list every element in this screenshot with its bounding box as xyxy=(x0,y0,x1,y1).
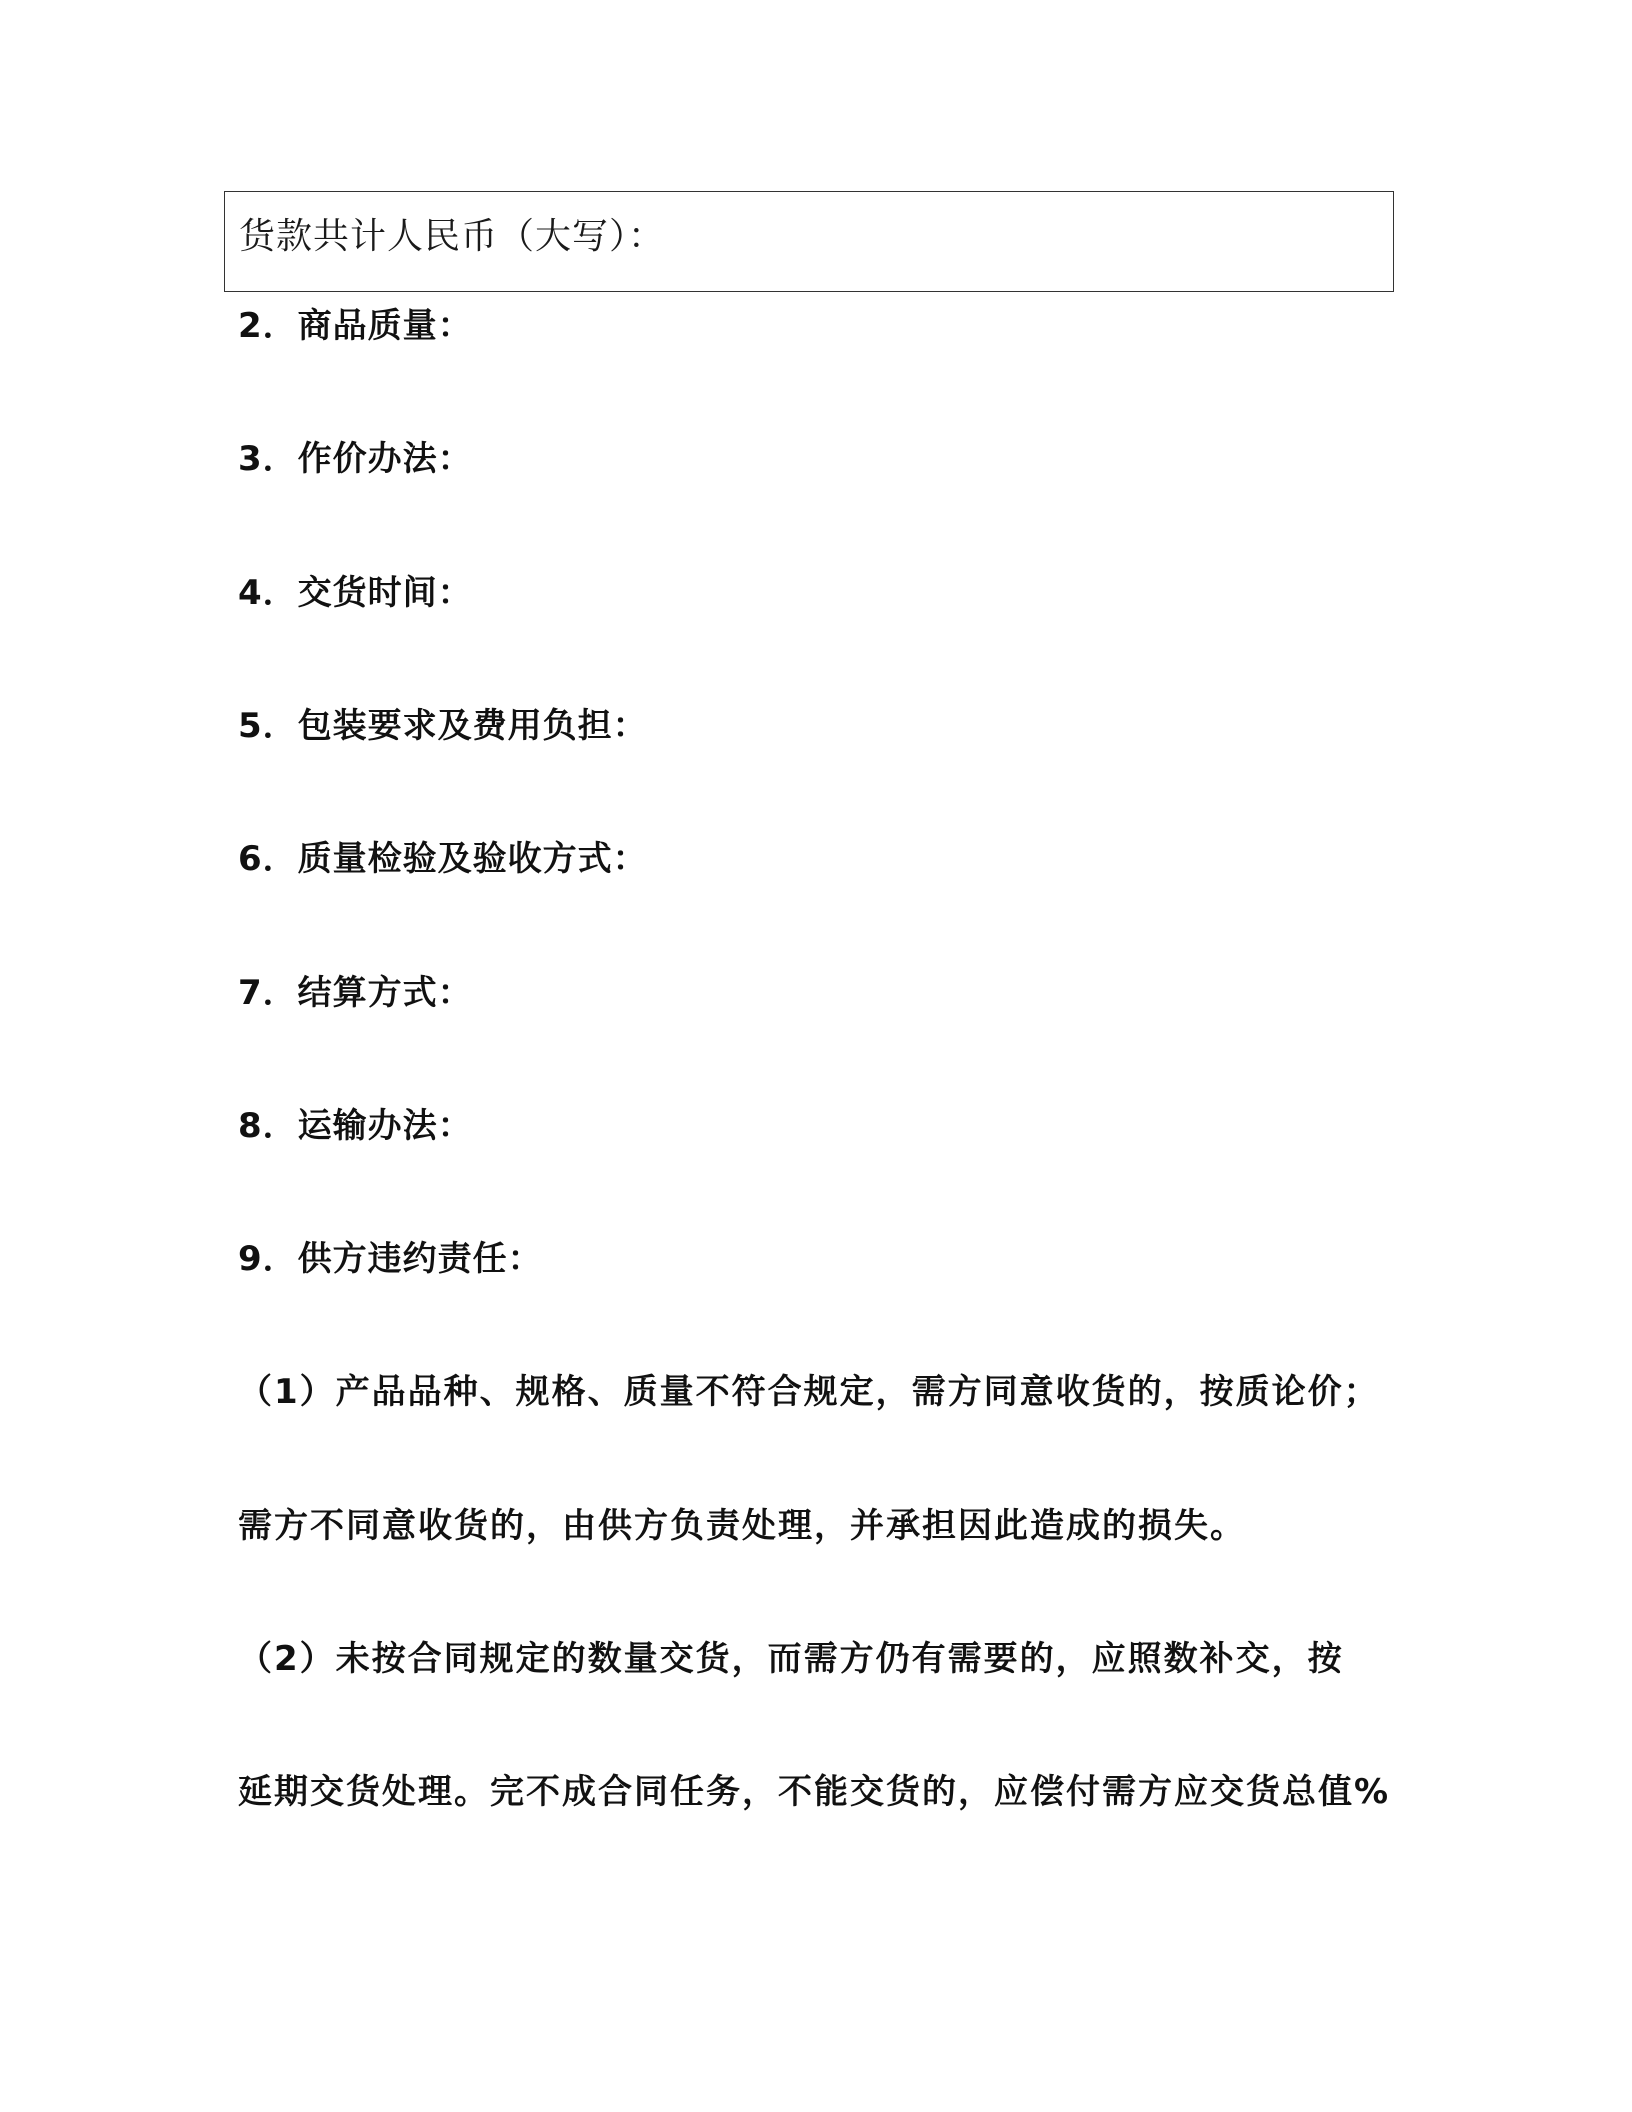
total-amount-label: 货款共计人民币（大写）： xyxy=(239,216,666,257)
total-amount-box xyxy=(224,191,1394,292)
clause-inspection: 6．质量检验及验收方式： xyxy=(238,839,648,879)
clause-transport: 8．运输办法： xyxy=(238,1106,473,1146)
liability-item-2-line-1: （2）未按合同规定的数量交货，而需方仍有需要的，应照数补交，按 xyxy=(238,1639,1344,1679)
clause-settlement: 7．结算方式： xyxy=(238,973,473,1013)
clause-pricing: 3．作价办法： xyxy=(238,439,473,479)
clause-quality: 2．商品质量： xyxy=(238,306,473,346)
liability-item-1-line-2: 需方不同意收货的，由供方负责处理，并承担因此造成的损失。 xyxy=(238,1506,1246,1546)
clause-supplier-liability: 9．供方违约责任： xyxy=(238,1239,543,1279)
clause-delivery-time: 4．交货时间： xyxy=(238,573,473,613)
liability-item-1-line-1: （1）产品品种、规格、质量不符合规定，需方同意收货的，按质论价； xyxy=(238,1372,1380,1412)
liability-item-2-line-2: 延期交货处理。完不成合同任务，不能交货的，应偿付需方应交货总值% xyxy=(238,1772,1391,1812)
clause-packaging: 5．包装要求及费用负担： xyxy=(238,706,648,746)
